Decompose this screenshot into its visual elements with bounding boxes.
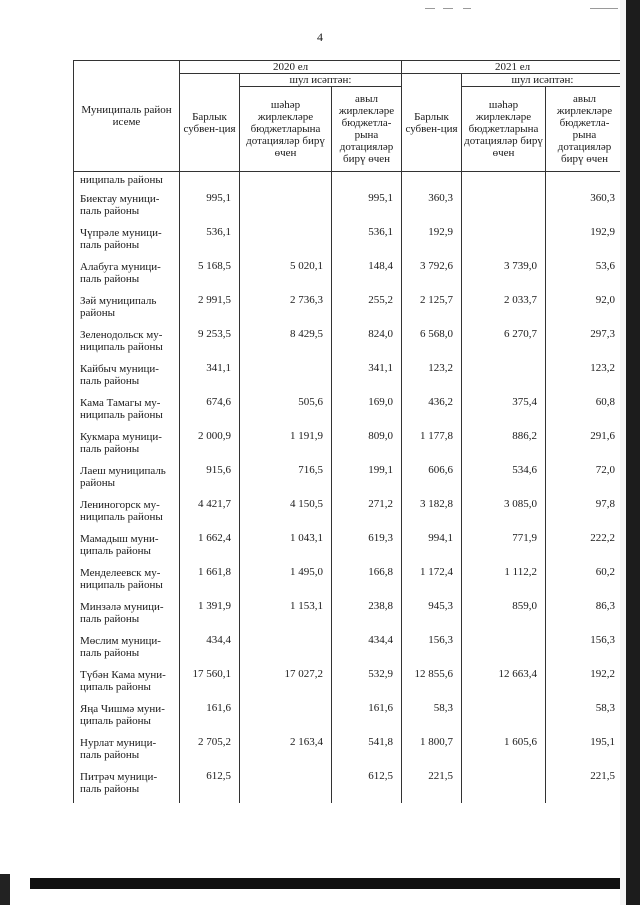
scan-bottom-bar	[30, 878, 622, 889]
village-dotation-2020-header: авыл жирлекләре бюджетла-рына дотацияләр бирү өчен	[332, 87, 402, 172]
value-v2020: 809,0	[332, 429, 402, 463]
value-v2020: 271,2	[332, 497, 402, 531]
value-v2021: 221,5	[546, 769, 624, 803]
value-t2021: 1 800,7	[402, 735, 462, 769]
value-c2020	[240, 769, 332, 803]
value-c2021: 1 605,6	[462, 735, 546, 769]
scan-dash	[425, 8, 435, 9]
value-c2020: 505,6	[240, 395, 332, 429]
table-row	[74, 599, 624, 633]
value-c2021: 3 739,0	[462, 259, 546, 293]
value-t2020: 434,4	[180, 633, 240, 667]
value-v2020: 541,8	[332, 735, 402, 769]
municipality-name: Лениногорск му-ниципаль районы	[74, 497, 180, 531]
year-2020-header: 2020 ел	[180, 61, 402, 74]
value-c2021: 6 270,7	[462, 327, 546, 361]
value-v2021: 92,0	[546, 293, 624, 327]
value-c2021: 3 085,0	[462, 497, 546, 531]
value-v2021: 123,2	[546, 361, 624, 395]
value-v2020: 341,1	[332, 361, 402, 395]
city-dotation-2020-header: шәһәр жирлекләре бюджетларына дотацияләр бирү өчен	[240, 87, 332, 172]
value-t2021: 3 792,6	[402, 259, 462, 293]
value-v2020: 612,5	[332, 769, 402, 803]
municipality-name: Мамадыш муни-ципаль районы	[74, 531, 180, 565]
municipality-name: Кукмара муници-паль районы	[74, 429, 180, 463]
scan-right-bar	[626, 0, 640, 905]
value-t2021: 192,9	[402, 225, 462, 259]
value-c2020: 2 736,3	[240, 293, 332, 327]
value-t2021: 436,2	[402, 395, 462, 429]
value-t2020: 612,5	[180, 769, 240, 803]
value-c2021	[462, 225, 546, 259]
value-c2021: 12 663,4	[462, 667, 546, 701]
table-row	[74, 327, 624, 361]
municipality-name: Кама Тамагы му-ниципаль районы	[74, 395, 180, 429]
table-row	[74, 497, 624, 531]
value-t2021: 360,3	[402, 191, 462, 225]
value-v2021: 53,6	[546, 259, 624, 293]
value-c2021: 375,4	[462, 395, 546, 429]
value-t2020: 5 168,5	[180, 259, 240, 293]
total-2020-header: Барлык субвен-ция	[180, 74, 240, 172]
value-v2020: 169,0	[332, 395, 402, 429]
value-v2020: 434,4	[332, 633, 402, 667]
value-t2020: 2 705,2	[180, 735, 240, 769]
value-t2021: 606,6	[402, 463, 462, 497]
municipality-name: Мөслим муници-паль районы	[74, 633, 180, 667]
value-c2021	[462, 701, 546, 735]
year-2021-header: 2021 ел	[402, 61, 624, 74]
municipality-name: Минзәлә муници-паль районы	[74, 599, 180, 633]
value-t2021: 221,5	[402, 769, 462, 803]
value-t2020: 1 391,9	[180, 599, 240, 633]
value-v2021: 360,3	[546, 191, 624, 225]
table-row	[74, 191, 624, 225]
value-t2021: 3 182,8	[402, 497, 462, 531]
value-t2021: 156,3	[402, 633, 462, 667]
table-row	[74, 463, 624, 497]
value-c2020: 1 495,0	[240, 565, 332, 599]
table-row	[74, 429, 624, 463]
value-v2020: 161,6	[332, 701, 402, 735]
table-row	[74, 361, 624, 395]
value-t2021: 994,1	[402, 531, 462, 565]
municipality-name: Менделеевск му-ниципаль районы	[74, 565, 180, 599]
value-c2020: 5 020,1	[240, 259, 332, 293]
value-c2021: 1 112,2	[462, 565, 546, 599]
municipality-name: Биектау муници-паль районы	[74, 191, 180, 225]
value-c2021: 534,6	[462, 463, 546, 497]
value-c2020	[240, 701, 332, 735]
value-v2020: 255,2	[332, 293, 402, 327]
value-c2020: 1 191,9	[240, 429, 332, 463]
value-c2020: 8 429,5	[240, 327, 332, 361]
municipality-name: Питрәч муници-паль районы	[74, 769, 180, 803]
table-row	[74, 701, 624, 735]
value-v2020: 995,1	[332, 191, 402, 225]
value-v2021: 72,0	[546, 463, 624, 497]
value-c2020: 1 153,1	[240, 599, 332, 633]
value-v2021: 58,3	[546, 701, 624, 735]
value-v2021: 192,9	[546, 225, 624, 259]
value-c2020: 1 043,1	[240, 531, 332, 565]
value-v2020: 619,3	[332, 531, 402, 565]
value-v2020: 824,0	[332, 327, 402, 361]
value-v2020: 238,8	[332, 599, 402, 633]
value-t2020: 995,1	[180, 191, 240, 225]
table-row	[74, 293, 624, 327]
page-number: 4	[317, 30, 323, 44]
value-v2020: 166,8	[332, 565, 402, 599]
municipality-name: Кайбыч муници-паль районы	[74, 361, 180, 395]
value-t2020: 674,6	[180, 395, 240, 429]
value-v2021: 60,2	[546, 565, 624, 599]
value-t2020: 536,1	[180, 225, 240, 259]
municipality-name: Түбән Кама муни-ципаль районы	[74, 667, 180, 701]
value-v2021: 97,8	[546, 497, 624, 531]
value-c2021	[462, 191, 546, 225]
value-v2020: 199,1	[332, 463, 402, 497]
value-v2021: 297,3	[546, 327, 624, 361]
city-dotation-2021-header: шәһәр жирлекләре бюджетларына дотацияләр бирү өчен	[462, 87, 546, 172]
value-t2020: 2 991,5	[180, 293, 240, 327]
table-row	[74, 395, 624, 429]
value-v2021: 291,6	[546, 429, 624, 463]
value-c2021: 859,0	[462, 599, 546, 633]
municipality-header: Муниципаль район исеме	[74, 61, 180, 172]
value-t2020: 341,1	[180, 361, 240, 395]
value-v2021: 195,1	[546, 735, 624, 769]
value-v2020: 148,4	[332, 259, 402, 293]
value-t2020: 161,6	[180, 701, 240, 735]
table-row	[74, 633, 624, 667]
scan-dash	[463, 8, 471, 9]
value-t2020: 1 661,8	[180, 565, 240, 599]
value-t2021: 12 855,6	[402, 667, 462, 701]
value-t2020: 4 421,7	[180, 497, 240, 531]
table-row	[74, 225, 624, 259]
subvention-table	[73, 60, 624, 803]
scan-edge-mark	[0, 874, 10, 905]
value-c2020	[240, 361, 332, 395]
value-t2021: 1 172,4	[402, 565, 462, 599]
value-v2021: 192,2	[546, 667, 624, 701]
municipality-name: Яңа Чишмә муни-ципаль районы	[74, 701, 180, 735]
municipality-name: Нурлат муници-паль районы	[74, 735, 180, 769]
municipality-name: Зеленодольск му-ниципаль районы	[74, 327, 180, 361]
value-c2021: 2 033,7	[462, 293, 546, 327]
including-2021-header: шул исәптән:	[462, 74, 624, 87]
value-v2021: 156,3	[546, 633, 624, 667]
value-t2021: 123,2	[402, 361, 462, 395]
value-c2020	[240, 633, 332, 667]
municipality-name: Чүпрәле муници-паль районы	[74, 225, 180, 259]
value-c2020	[240, 225, 332, 259]
value-t2020: 2 000,9	[180, 429, 240, 463]
value-c2020: 2 163,4	[240, 735, 332, 769]
value-t2020: 9 253,5	[180, 327, 240, 361]
value-c2021	[462, 769, 546, 803]
table-row	[74, 531, 624, 565]
table-row	[74, 667, 624, 701]
value-v2021: 86,3	[546, 599, 624, 633]
value-v2020: 536,1	[332, 225, 402, 259]
value-t2021: 6 568,0	[402, 327, 462, 361]
value-t2020: 17 560,1	[180, 667, 240, 701]
table-row	[74, 565, 624, 599]
value-c2021: 771,9	[462, 531, 546, 565]
total-2021-header: Барлык субвен-ция	[402, 74, 462, 172]
value-c2020: 4 150,5	[240, 497, 332, 531]
value-t2020: 1 662,4	[180, 531, 240, 565]
municipality-name: Лаеш муниципаль районы	[74, 463, 180, 497]
municipality-name: Алабуга муници-паль районы	[74, 259, 180, 293]
value-t2021: 1 177,8	[402, 429, 462, 463]
value-c2021: 886,2	[462, 429, 546, 463]
including-2020-header: шул исәптән:	[240, 74, 402, 87]
value-t2021: 2 125,7	[402, 293, 462, 327]
value-c2020: 17 027,2	[240, 667, 332, 701]
table-row	[74, 259, 624, 293]
scan-dash	[443, 8, 453, 9]
value-v2021: 222,2	[546, 531, 624, 565]
value-c2021	[462, 361, 546, 395]
table-row	[74, 735, 624, 769]
continuation-text: ниципаль районы	[74, 172, 180, 192]
municipality-name: Зәй муниципаль районы	[74, 293, 180, 327]
value-v2020: 532,9	[332, 667, 402, 701]
table-row	[74, 769, 624, 803]
value-c2020	[240, 191, 332, 225]
value-t2021: 58,3	[402, 701, 462, 735]
value-v2021: 60,8	[546, 395, 624, 429]
value-t2020: 915,6	[180, 463, 240, 497]
scan-dash	[590, 8, 618, 9]
continuation-row	[74, 172, 624, 192]
value-c2021	[462, 633, 546, 667]
value-c2020: 716,5	[240, 463, 332, 497]
village-dotation-2021-header: авыл жирлекләре бюджетла-рына дотацияләр бирү өчен	[546, 87, 624, 172]
value-t2021: 945,3	[402, 599, 462, 633]
